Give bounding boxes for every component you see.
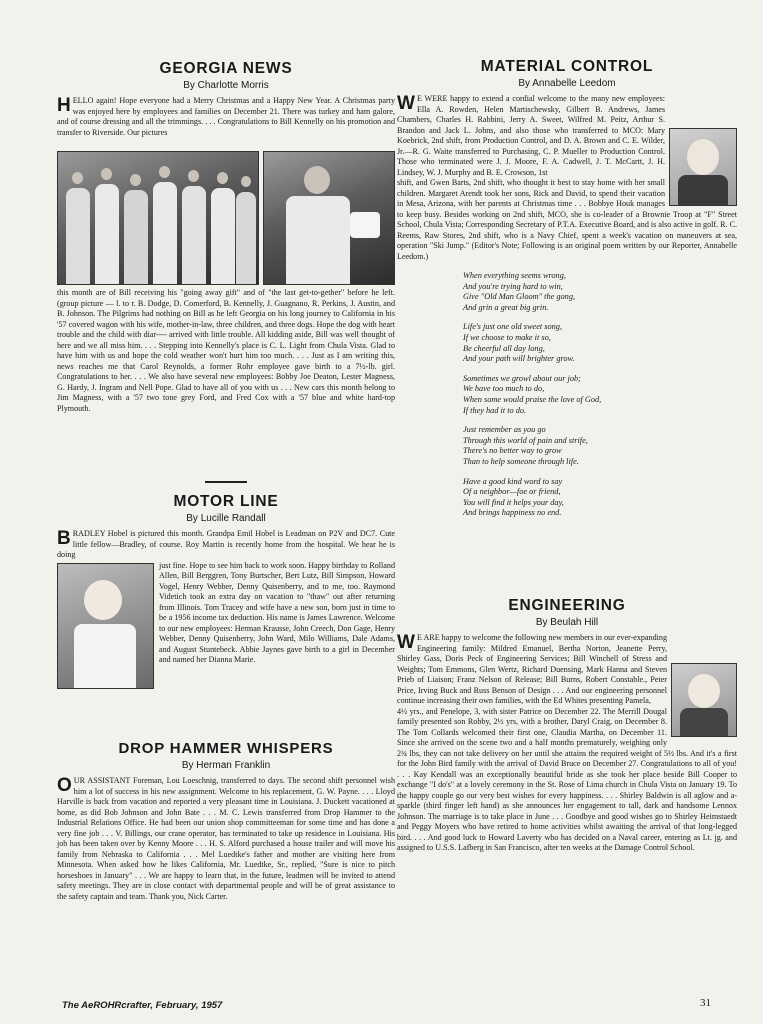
poem-stanza [463,271,737,313]
article-byline: By Charlotte Morris [183,80,269,91]
poem-stanza [463,322,737,364]
drop-cap: W [397,93,415,114]
paragraph-text: RADLEY Hobel is pictured this month. Grandpa Emil Hobel is Leadman on P2V and DC7. Cute little fellow—Bradley, of course. Roy Martin is recently home from the hospital. We hear he is doing [57,529,395,559]
poem-line: When some would praise the love of God, [463,394,602,404]
poem-line: And grin a great big grin. [463,302,549,312]
publication-footer: The AeROHRcrafter, February, 1957 [62,1000,223,1011]
article-paragraph [57,96,395,148]
page-number: 31 [700,997,711,1009]
poem-line: Give "Old Man Gloom" the gong, [463,292,576,302]
photo-row [57,151,395,285]
poem-line: Be cheerful all day long, [463,343,545,353]
poem [463,271,737,519]
poem-line: And your path will brighter grow. [463,354,575,364]
drop-cap: W [397,632,415,653]
article-title: GEORGIA NEWS [159,60,293,77]
going-away-gift-photo [263,151,395,285]
poem-line: And brings happiness no end. [463,508,562,518]
poem-line: Through this world of pain and strife, [463,435,588,445]
poem-stanza [463,374,737,416]
poem-line: Just remember as you go [463,425,546,435]
article-paragraph: this month are of Bill receiving his "going away gift" and of "the last get-to-gether" before he left. (group picture — l. to r. B. Dodge, D. Comerford, B. Kennelly, J. Guagnano, R. Perkins, J. Austin, and B. Johnson. The Pilgrims had nothing on Bill as he left Georgia on his long journey to California in his '57 covered wagon with his wife, mother-in-law, three children, and three dogs. Hope the dog with heart trouble and the child with diar---- arrived with little trouble. All kidding aside, Bill was well thought of here and we all miss him. . . . Stepping into Kennelly's place is C. L. Light from Chula Vista. Glad to have him with us and hope the cold weather won't hurt him too much. . . . Just as I am writing this, news reaches me that Carol Reynolds, a former Rohr employee gave birth to a 7½-lb. girl. Congratulations to her. . . . We also have several new employees: Bobby Joe Deaton, Lester Magness, G. Hardy, J. Ingram and Nell Pope. Glad to have all of you with us . . . New cars this month belong to Jim Magness, with a '57 two tone grey Ford, and Fred Cox with a '57 blue and white hard-top Plymouth. [57,288,395,413]
article-byline: By Beulah Hill [535,617,599,628]
poem-line: If they had it to do. [463,405,527,415]
motor-line-article [57,493,395,691]
article-title: ENGINEERING [508,597,626,614]
paragraph-text: ELLO again! Hope everyone had a Merry Christmas and a Happy New Year. A Christmas party was enjoyed here by employees and families on December 21. There was turkey and ham galore, and of course dressing and all the trimmings. . . . Congratulations to Bill Kennelly on his promotion and transfer to Riverside. Our pictures [57,96,395,137]
engineering-article [397,597,737,854]
article-paragraph [57,776,395,902]
article-title: MOTOR LINE [173,493,279,510]
drop-cap: H [57,96,71,116]
poem-line: And you're trying hard to win, [463,281,563,291]
poem-line: Have a good kind word to say [463,476,563,486]
poem-stanza [463,425,737,467]
poem-line: You will find it helps your day, [463,497,564,507]
drop-hammer-article [57,740,395,902]
article-byline: By Annabelle Leedom [518,78,616,89]
poem-line: When everything seems wrong, [463,271,566,280]
baby-photo [57,563,154,689]
article-paragraph: just fine. Hope to see him back to work soon. Happy birthday to Rolland Allen, Bill Berggren, Tony Burtscher, Bert Lutz, Bill Simpson, Howard Vogel, Henry Webber, Denny Quisenberry, and to me, too. Raymond Videtich took an extra day on vacation to "thaw" out after returning from Illinois. Tom Tracey and wife have a new son, born just in time to be a 1956 income tax deduction. His name is James Lawrence. Welcome to our new employees: Herman Krausse, John Creech, Don Gage, Henry Webber, Denny Quisenberry, John Ward, Milo Williams, Dale Adams, and August Stuntebeck. Abbie Jaynes gave birth to a girl in December and named her Dianna Marie. [159,560,395,664]
article-paragraph: 4½ yrs., and Penelope, 3, with sister Patrice on December 22. The Merrill Dougal family presented son Robby, 2½ yrs, with a brother, Daryl Craig, on December 8. The Tom Collards welcomed their first one, Claudia Martha, on December 11. Since she arrived on the scene two and a half months prematurely, weighing only 2¾ lbs, they can not take delivery on her until she attains the required weight of 5½ lbs. And it's a first for the John Bird family with the arrival of David Bruce on December 27. Congratulations to all of you! . . . Kay Kendall was an exceptionally beautiful bride as she took her place beside Bill Cooper to exchange "I do's" at a lovely ceremony in the St. Rose of Lima church in Chula Vista on January 19. To the happy couple go our very best wishes for every happiness. . . . Shirley Baldwin is all aglow and a-sparkle (third finger left hand) as she announces her engagement to tall, dark and handsome Lennox Johnson. The marriage is to take place in June . . . Goodbye and good wishes go to Shirley Heimstaedt and Peggy Moyers who have retired to home activities whilst awaiting the arrival of that long-legged bird. . . . And good luck to Howard Laverty who has decided on a Naval career, entering as Lt. jg. and assigned to U.S.S. Lafberg in San Francisco, after ten weeks at the Damage Control School. [397,706,737,852]
reporter-portrait [669,128,737,206]
poem-line: Of a neighbor—foe or friend, [463,487,561,497]
group-photo [57,151,259,285]
material-control-article [397,58,737,528]
georgia-news-article [57,60,395,414]
article-byline: By Lucille Randall [186,513,266,524]
article-title: MATERIAL CONTROL [480,58,654,75]
drop-cap: B [57,528,71,549]
poem-line: Sometimes we growl about our job; [463,373,581,383]
poem-line: We have too much to do, [463,384,545,394]
paragraph-text: E WERE happy to extend a cordial welcome to the many new employees: Ella A. Rowden, Helen Martischewsky, Gilbert B. Andrews, James Chambers, Charles H. Rabbini, Jerry A. Sweet, Wilfred M. Peitz, Arthur S. Brandon and Jack L. Johns, and also those who transferred to MCO: Mary Koebrick, 2nd shift, from Production Control, and D. A. Brown and C. E. Wilder, Jr.—R. G. Waite transferred to Purchasing, C. P. Mueller to Production Control. Those who terminated were J. J. Moore, F. A. Cadwell, J. T. McCartt, J. H. Lindsey, W. J. Murphy and B. E. Crowson, 1st [397,94,665,177]
poem-stanza [463,477,737,519]
poem-line: Life's just one old sweet song, [463,322,563,332]
poem-line: There's no better way to grow [463,446,562,456]
paragraph-text: UR ASSISTANT Foreman, Lou Loeschnig, transferred to days. The second shift personnel wish him a lot of success in his new assignment. Welcome to his replacement, G. W. Payne. . . . Lloyd Harville is back from vacation and reported a very pleasant time in Louisiana. J. Duckett vacationed at home, as did Bob Johnson and John Bate . . . M. C. Lewis transferred from Drop Hammer to the Industrial Relations Office. He had been our union shop committeeman for some time and has done a very fine job . . . V. Billings, our crane operator, has terminated to take up residence in Louisiana. His job has been taken over by Kenny Moore . . . H. S. Alford purchased a house trailer and will move his family from Nebraska to California . . . Mel Luedtke's father and mother are visiting here from Minnesota. When asked how he likes California, Mr. Luedtke, Sr., replied, "Sure is nice to pitch horseshoes in January" . . . We are happy to learn that, in the future, leadmen will be invited to attend safety meetings. They are in close contact with departmental people and will be of great assistance to the safety captain and team. Thank you, Nick Carter. [57,776,395,901]
article-byline: By Herman Franklin [181,760,271,771]
drop-cap: O [57,775,72,796]
section-divider [205,481,247,483]
poem-line: Than to help someone through life. [463,456,579,466]
paragraph-text: E ARE happy to welcome the following new members in our ever-expanding Engineering family: Mildred Emanuel, Bertha Norton, Jeanette Perry, Shirley Gass, Doris Peck of Engineering Services; Bill Winchell of Stress and Weights; Tom Emmons, Glen Wertz, Richard Duensing, Mark Hanna and Steven Prieb of Liaison; Franz Nelson of Release; Bill Burns, Robert Constable., Peter Price, Irving Buck and Russ Benson of Design . . . And our engineering personnel continue increasing their own families, with the Ed Whites presenting Pamela, [397,633,667,705]
poem-line: If we choose to make it so, [463,332,551,342]
article-title: DROP HAMMER WHISPERS [118,740,334,757]
reporter-portrait [671,663,737,737]
article-paragraph: shift, and Gwen Barts, 2nd shift, who thought it best to stay home with her small children. Margaret Arendt took her sons, Rick and David, to spend their vacation in Mesa, Arizona, with her parents at Christmas time . . . Bobbye Houk manages to keep busy. Besides working on 2nd shift, MCO, she is co-leader of a Brownie Troop at "F" Street School, Chula Vista; Corresponding Secretary of P.T.A. Executive Board, and is also active in golf. R. C. Reems, Raw Stores, 2nd shift, who is a Navy Chief, spent a week's vacation on maneuvers at sea, operation "Ski Jump." (Editor's Note; Following is an original poem written by our Reporter, Annabelle Leedom.) [397,178,737,261]
article-paragraph [57,529,395,561]
